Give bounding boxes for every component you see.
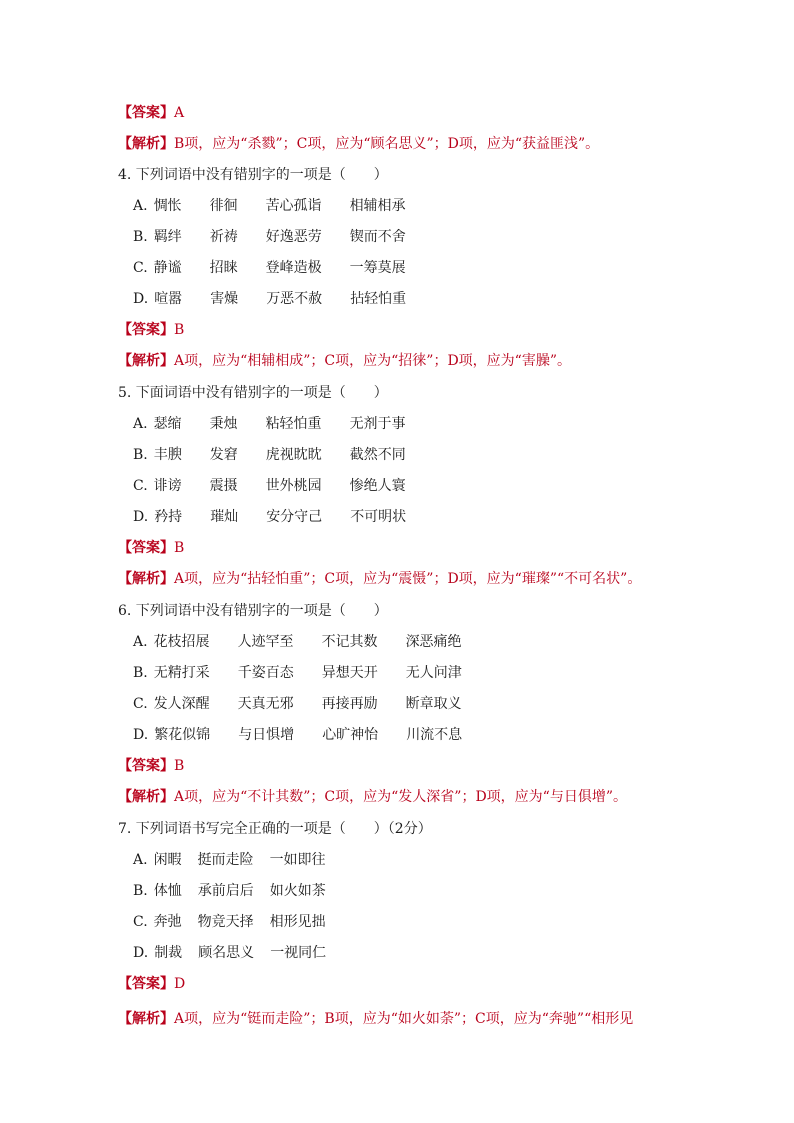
q7-option-d[interactable] <box>133 944 754 962</box>
option-word: 花枝招展 <box>153 634 210 650</box>
option-label: C. <box>133 260 148 276</box>
q6-option-a[interactable] <box>133 633 754 651</box>
q7-option-a[interactable] <box>133 851 754 869</box>
option-word: 虎视眈眈 <box>265 447 322 463</box>
option-word: 诽谤 <box>153 478 182 494</box>
option-word: 千姿百态 <box>237 665 294 681</box>
q6-option-c[interactable] <box>133 695 754 713</box>
option-word: 矜持 <box>154 509 183 525</box>
q4-answer: B <box>174 322 185 338</box>
q5-analysis: A项，应为“拈轻怕重”；C项，应为“震慑”；D项，应为“璀璨” <box>174 571 557 587</box>
option-word: 天真无邪 <box>237 696 294 712</box>
option-word: 一如即往 <box>269 852 326 868</box>
option-word: 挺而走险 <box>197 852 254 868</box>
option-word: 徘徊 <box>209 198 238 214</box>
option-label: B. <box>133 229 148 245</box>
q4-option-b[interactable] <box>133 228 754 246</box>
answer-tag: 【答案】 <box>118 540 174 556</box>
option-word: 静谧 <box>153 260 182 276</box>
q3-analysis-line <box>118 135 754 153</box>
option-word: 与日惧增 <box>238 727 295 743</box>
option-word: 发窘 <box>209 447 238 463</box>
option-label: A. <box>133 852 148 868</box>
option-word: 万恶不赦 <box>266 291 323 307</box>
option-label: D. <box>133 291 149 307</box>
q7-answer: D <box>174 976 186 992</box>
option-label: D. <box>133 945 149 961</box>
q4-stem: 4. 下列词语中没有错别字的一项是（ ） <box>118 167 388 183</box>
q7-analysis: A项，应为“铤而走险”；B项，应为“如火如荼”；C项，应为“奔驰” <box>174 1011 585 1027</box>
option-label: A. <box>133 198 148 214</box>
q5-analysis-line <box>118 570 754 588</box>
option-label: B. <box>133 447 148 463</box>
q6-answer-line <box>118 757 754 775</box>
option-word: 物竞天择 <box>197 914 254 930</box>
option-word: 一视同仁 <box>270 945 327 961</box>
q6-analysis-line <box>118 788 754 806</box>
option-label: A. <box>133 416 148 432</box>
option-word: 发人深醒 <box>153 696 210 712</box>
answer-tag: 【答案】 <box>118 322 174 338</box>
q5-answer-line <box>118 539 754 557</box>
q6-option-d[interactable] <box>133 726 754 744</box>
option-label: A. <box>133 634 148 650</box>
answer-tag: 【答案】 <box>118 976 174 992</box>
analysis-tag: 【解析】 <box>118 136 174 152</box>
q5-answer: B <box>174 540 185 556</box>
q3-answer-line <box>118 104 754 122</box>
option-word: 惨绝人寰 <box>349 478 406 494</box>
q7-option-b[interactable] <box>133 882 754 900</box>
option-label: C. <box>133 478 148 494</box>
option-word: 招睐 <box>209 260 238 276</box>
q6-analysis: A项，应为“不计其数”；C项，应为“发人深省”；D项，应为“与日俱增”。 <box>174 789 627 805</box>
option-word: 璀灿 <box>210 509 239 525</box>
q7-analysis-line <box>118 1010 754 1028</box>
q6-stem: 6. 下列词语中没有错别字的一项是（ ） <box>118 603 388 619</box>
q6-answer: B <box>174 758 185 774</box>
analysis-tag: 【解析】 <box>118 353 174 369</box>
option-word: 川流不息 <box>406 727 463 743</box>
option-word: 制裁 <box>154 945 183 961</box>
q6-option-b[interactable] <box>133 664 754 682</box>
q4-option-d[interactable] <box>133 290 754 308</box>
option-word: 瑟缩 <box>153 416 182 432</box>
option-word: 再接再励 <box>321 696 378 712</box>
option-word: 秉烛 <box>209 416 238 432</box>
q7-analysis-tail: “相形见 <box>584 1011 634 1027</box>
option-word: 顾名思义 <box>198 945 255 961</box>
option-word: 断章取义 <box>405 696 462 712</box>
analysis-tag: 【解析】 <box>118 571 174 587</box>
answer-tag: 【答案】 <box>118 105 174 121</box>
option-word: 无人问津 <box>405 665 462 681</box>
option-word: 截然不同 <box>349 447 406 463</box>
q4-analysis-line <box>118 352 754 370</box>
option-word: 不记其数 <box>321 634 378 650</box>
analysis-tag: 【解析】 <box>118 789 174 805</box>
option-label: D. <box>133 727 149 743</box>
option-label: D. <box>133 509 149 525</box>
q4-option-a[interactable] <box>133 197 754 215</box>
q7-option-c[interactable] <box>133 913 754 931</box>
option-word: 粘轻怕重 <box>265 416 322 432</box>
q7-answer-line <box>118 975 754 993</box>
option-word: 好逸恶劳 <box>265 229 322 245</box>
option-label: C. <box>133 696 148 712</box>
q5-option-d[interactable] <box>133 508 754 526</box>
q7-stem: 7. 下列词语书写完全正确的一项是（ ）（2分） <box>118 821 432 837</box>
option-word: 登峰造极 <box>265 260 322 276</box>
option-word: 惆怅 <box>153 198 182 214</box>
option-word: 祈祷 <box>209 229 238 245</box>
option-word: 一筹莫展 <box>349 260 406 276</box>
option-word: 奔弛 <box>153 914 182 930</box>
q3-answer: A <box>174 105 185 121</box>
option-label: C. <box>133 914 148 930</box>
option-word: 不可明状 <box>350 509 407 525</box>
option-word: 深恶痛绝 <box>405 634 462 650</box>
q4-option-c[interactable] <box>133 259 754 277</box>
option-word: 人迹罕至 <box>237 634 294 650</box>
option-word: 锲而不舍 <box>349 229 406 245</box>
option-word: 相形见拙 <box>269 914 326 930</box>
option-word: 世外桃园 <box>265 478 322 494</box>
option-word: 异想天开 <box>321 665 378 681</box>
option-label: B. <box>133 665 148 681</box>
analysis-tag: 【解析】 <box>118 1011 174 1027</box>
option-word: 无精打采 <box>153 665 210 681</box>
answer-tag: 【答案】 <box>118 758 174 774</box>
option-word: 体恤 <box>153 883 182 899</box>
q3-analysis: B项，应为“杀戮”；C项，应为“顾名思义”；D项，应为“获益匪浅”。 <box>174 136 600 152</box>
option-word: 无剂于事 <box>349 416 406 432</box>
option-word: 拈轻怕重 <box>350 291 407 307</box>
option-word: 安分守己 <box>266 509 323 525</box>
option-word: 苦心孤诣 <box>265 198 322 214</box>
q5-stem: 5. 下面词语中没有错别字的一项是（ ） <box>118 385 388 401</box>
option-word: 繁花似锦 <box>154 727 211 743</box>
q5-option-a[interactable] <box>133 415 754 433</box>
option-word: 闲暇 <box>153 852 182 868</box>
q4-analysis: A项，应为“相辅相成”；C项，应为“招徕”；D项，应为“害臊”。 <box>174 353 571 369</box>
q5-analysis-tail: “不可名状”。 <box>557 571 642 587</box>
option-word: 害燥 <box>210 291 239 307</box>
option-word: 承前启后 <box>197 883 254 899</box>
q5-option-c[interactable] <box>133 477 754 495</box>
q5-option-b[interactable] <box>133 446 754 464</box>
option-label: B. <box>133 883 148 899</box>
option-word: 相辅相承 <box>349 198 406 214</box>
option-word: 丰腴 <box>153 447 182 463</box>
option-word: 如火如茶 <box>269 883 326 899</box>
option-word: 喧嚣 <box>154 291 183 307</box>
option-word: 心旷神怡 <box>322 727 379 743</box>
option-word: 震摄 <box>209 478 238 494</box>
q4-answer-line <box>118 321 754 339</box>
option-word: 羁绊 <box>153 229 182 245</box>
